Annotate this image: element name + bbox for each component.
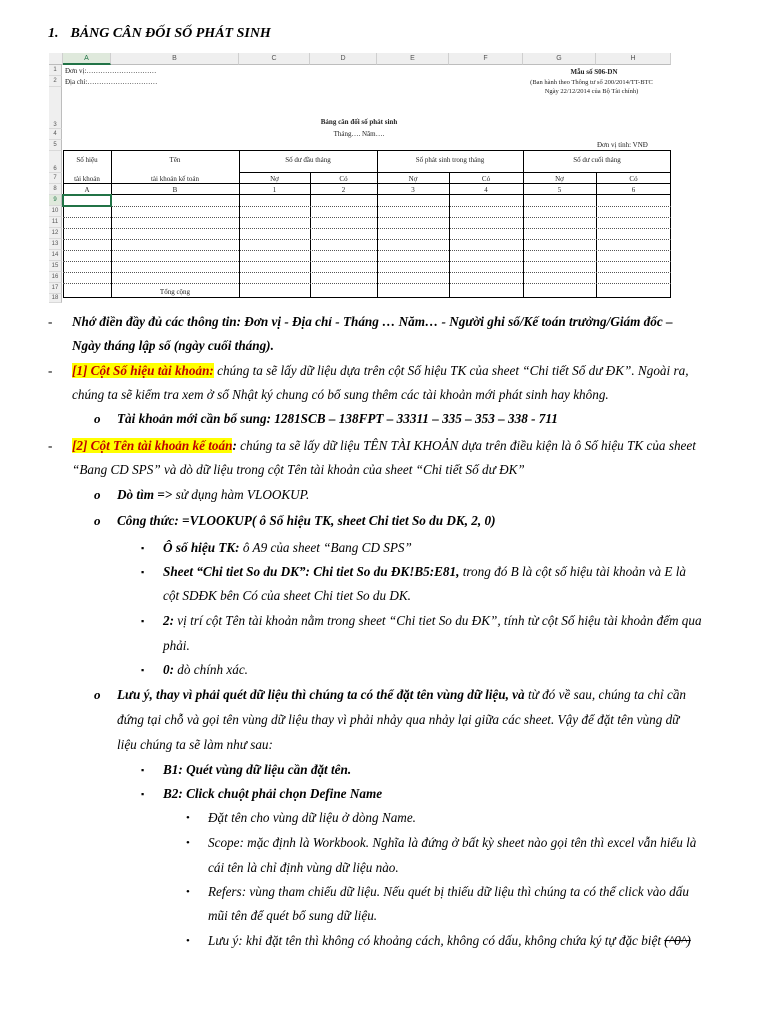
grid-line xyxy=(63,183,671,184)
grid-line xyxy=(449,172,450,298)
row-header: 6 xyxy=(49,151,62,173)
dash-marker: - xyxy=(48,438,53,453)
bullet-3-line-2: “Bang CD SPS” và dò dữ liệu trong cột Tên tài khoản của sheet “Chi tiết Số dư ĐK” xyxy=(72,462,525,477)
bullet-3-text: chúng ta sẽ lấy dữ liệu TÊN TÀI KHOẢN dựa trên điều kiện là ô Số hiệu TK của sheet xyxy=(236,438,696,453)
param-4-text: dò chính xác. xyxy=(174,662,248,677)
grid-line xyxy=(239,150,240,298)
grid-line xyxy=(596,172,597,298)
dot-marker: • xyxy=(186,812,190,824)
grid-dotted-line xyxy=(63,239,671,240)
col-header-d: D xyxy=(310,53,377,65)
row-header: 10 xyxy=(49,206,62,217)
hdr-no: Nợ xyxy=(555,175,564,183)
note-line-1 xyxy=(117,686,686,704)
bullet-1-line-1: Nhớ điền đầy đủ các thông tin: Đơn vị - Địa chỉ - Tháng … Năm… - Người ghi sổ/Kế toán trưởng/Giám đốc – xyxy=(72,314,673,329)
struck-emoticon: (^0^) xyxy=(664,933,691,948)
row-header: 18 xyxy=(49,294,62,303)
step-1-line: B1: Quét vùng dữ liệu cần đặt tên. xyxy=(163,762,352,777)
row-header: 2 xyxy=(49,76,62,87)
refers-line-2: mũi tên để quét bổ sung dữ liệu. xyxy=(208,908,378,923)
grid-dotted-line xyxy=(63,217,671,218)
mau-so-label: Mẫu số S06-DN xyxy=(570,68,618,76)
param-2-text: trong đó B là cột số hiệu tài khoản và E là xyxy=(459,564,687,579)
grid-dotted-line xyxy=(63,250,671,251)
sheet-subtitle: Tháng…. Năm…. xyxy=(333,130,385,138)
note-text: từ đó về sau, chúng ta chỉ cần xyxy=(524,687,687,702)
grid-dotted-line xyxy=(63,283,671,284)
row-header: 9 xyxy=(49,195,62,206)
grid-dotted-line xyxy=(63,261,671,262)
row-header: 5 xyxy=(49,140,62,151)
note-line-2: đứng tại chỗ và gọi tên vùng dữ liệu thay vì phải nhảy qua nhảy lại giữa các sheet. Vậy để đặt tên vùng dữ xyxy=(117,712,680,727)
lookup-label: Dò tìm => xyxy=(117,487,173,502)
param-3-text: vị trí cột Tên tài khoản nằm trong sheet “Chi tiet So du ĐK”, tính từ cột Số hiệu tài khoản đếm qua xyxy=(174,613,702,628)
param-2-line-2: cột SDĐK bên Có của sheet Chi tiet So du DK. xyxy=(163,588,411,603)
hdr-dau-thang: Số dư đầu tháng xyxy=(285,156,331,164)
hdr-ten-1: Tên xyxy=(169,156,181,164)
square-marker: ▪ xyxy=(141,665,145,675)
code-cell: 5 xyxy=(557,186,562,194)
row-header: 7 xyxy=(49,173,62,184)
param-1-text: ô A9 của sheet “Bang CD SPS” xyxy=(239,540,412,555)
row-header: 12 xyxy=(49,228,62,239)
grid-line xyxy=(111,150,112,298)
dot-marker: • xyxy=(186,837,190,849)
ban-hanh-line-2: Ngày 22/12/2014 của Bộ Tài chính) xyxy=(544,88,639,95)
grid-dotted-line xyxy=(63,228,671,229)
grid-line xyxy=(310,172,311,298)
note-line-3: liệu chúng ta sẽ làm như sau: xyxy=(117,737,273,752)
col-header-f: F xyxy=(449,53,523,65)
hdr-no: Nợ xyxy=(270,175,279,183)
grid-line xyxy=(239,172,671,173)
code-cell: 6 xyxy=(631,186,636,194)
bullet-2-line-2: chúng ta sẽ kiểm tra xem ở sổ Nhật ký chung có bổ sung thêm các tài khoản mới phát sinh hay không. xyxy=(72,387,609,402)
hdr-no: Nợ xyxy=(408,175,418,183)
square-marker: ▪ xyxy=(141,616,145,626)
param-3-line xyxy=(163,612,702,630)
code-cell: 1 xyxy=(272,186,277,194)
grid-line xyxy=(63,150,671,151)
hdr-so-hieu-1: Số hiệu xyxy=(76,156,98,164)
grid-dotted-line xyxy=(63,272,671,273)
bullet-3-line-1 xyxy=(72,437,696,455)
row-header: 13 xyxy=(49,239,62,250)
dot-marker: • xyxy=(186,886,190,898)
bullet-2-text: chúng ta sẽ lấy dữ liệu dựa trên cột Số hiệu TK của sheet “Chi tiết Số dư ĐK”. Ngoài ra, xyxy=(213,363,689,378)
param-4-label: 0: xyxy=(163,662,174,677)
param-1-label: Ô số hiệu TK: xyxy=(163,540,240,555)
bullet-1-line-2: Ngày tháng lập sổ (ngày cuối tháng). xyxy=(72,338,274,353)
col-header-c: C xyxy=(239,53,310,65)
dia-chi-label: Địa chỉ:………………………… xyxy=(65,78,158,86)
dot-marker: • xyxy=(186,935,190,947)
row-header: 3 xyxy=(49,87,62,129)
highlight-label-ten-tk: [2] Cột Tên tài khoản kế toán xyxy=(72,438,233,453)
circle-marker: o xyxy=(94,513,101,528)
step-2-line: B2: Click chuột phải chọn Define Name xyxy=(163,786,383,801)
hdr-co: Có xyxy=(481,175,491,183)
circle-marker: o xyxy=(94,687,101,702)
refers-line-1: Refers: vùng tham chiếu dữ liệu. Nếu quét bị thiếu dữ liệu thì chúng ta có thể click vào dấu xyxy=(208,884,689,899)
param-1-line xyxy=(163,539,412,557)
col-header-e: E xyxy=(377,53,449,65)
col-header-g: G xyxy=(523,53,596,65)
lookup-text: sử dụng hàm VLOOKUP. xyxy=(172,487,310,502)
grid-line xyxy=(63,150,64,298)
square-marker: ▪ xyxy=(141,765,145,775)
row-header: 15 xyxy=(49,261,62,272)
bullet-2-line-1 xyxy=(72,362,689,380)
hdr-ten-2: tài khoản kế toán xyxy=(150,175,199,183)
naming-note-text: Lưu ý: khi đặt tên thì không có khoảng cách, không có dấu, không chứa ký tự đặc biệt xyxy=(208,933,665,948)
code-cell: 3 xyxy=(411,186,415,194)
row-header: 4 xyxy=(49,129,62,140)
selected-cell-a9 xyxy=(62,194,112,207)
hdr-cuoi-thang: Số dư cuối tháng xyxy=(573,156,621,164)
param-3-label: 2: xyxy=(163,613,174,628)
col-header-a: A xyxy=(63,53,111,65)
code-cell: B xyxy=(172,186,178,194)
hdr-co: Có xyxy=(629,175,638,183)
code-cell: 2 xyxy=(341,186,346,194)
grid-line xyxy=(63,297,671,298)
col-header-h: H xyxy=(596,53,671,65)
square-marker: ▪ xyxy=(141,543,145,553)
code-cell: 4 xyxy=(484,186,488,194)
don-vi-label: Đơn vị:………………………… xyxy=(65,67,157,75)
section-heading xyxy=(48,26,271,42)
param-2-line xyxy=(163,563,686,581)
circle-marker: o xyxy=(94,411,101,426)
row-header: 8 xyxy=(49,184,62,195)
formula-line: Công thức: =VLOOKUP( ô Số hiệu TK, sheet Chi tiet So du DK, 2, 0) xyxy=(117,513,496,528)
row-header: 1 xyxy=(49,65,62,76)
spreadsheet-image xyxy=(49,53,671,303)
dash-marker: - xyxy=(48,314,53,329)
heading-number: 1. xyxy=(48,26,59,41)
grid-line xyxy=(670,150,671,298)
grid-line xyxy=(523,150,524,298)
circle-marker: o xyxy=(94,487,101,502)
tong-cong-label: Tổng cộng xyxy=(159,288,191,296)
col-header-b: B xyxy=(111,53,239,65)
grid-line xyxy=(63,194,671,195)
param-2-label: Sheet “Chi tiet So du DK”: Chi tiet So du ĐK!B5:E81, xyxy=(163,564,460,579)
row-header: 14 xyxy=(49,250,62,261)
colon: : xyxy=(232,438,237,453)
sheet-corner xyxy=(49,53,63,65)
scope-line-1: Scope: mặc định là Workbook. Nghĩa là đứng ở bất kỳ sheet nào gọi tên thì excel vẫn hiểu là xyxy=(208,835,697,850)
param-4-line xyxy=(163,661,248,679)
square-marker: ▪ xyxy=(141,789,145,799)
hdr-so-hieu-2: tài khoản xyxy=(74,175,100,183)
note-bold: Lưu ý, thay vì phải quét dữ liệu thì chúng ta có thể đặt tên vùng dữ liệu, và xyxy=(117,687,525,702)
hdr-phat-sinh: Số phát sinh trong tháng xyxy=(415,156,485,164)
highlight-label-so-hieu: [1] Cột Số hiệu tài khoản: xyxy=(72,363,214,378)
row-header: 16 xyxy=(49,272,62,283)
define-name-line: Đặt tên cho vùng dữ liệu ở dòng Name. xyxy=(208,810,416,825)
param-3-line-2: phải. xyxy=(163,638,190,653)
square-marker: ▪ xyxy=(141,567,145,577)
naming-note-line xyxy=(208,932,691,950)
sheet-title: Bảng cân đối số phát sinh xyxy=(320,118,398,126)
row-header: 17 xyxy=(49,283,62,294)
scope-line-2: cái tên là chỉ định vùng dữ liệu nào. xyxy=(208,860,399,875)
grid-dotted-line xyxy=(63,206,671,207)
new-accounts-line: Tài khoản mới cần bổ sung: 1281SCB – 138FPT – 33311 – 335 – 353 – 338 - 711 xyxy=(117,411,558,426)
ban-hanh-line-1: (Ban hành theo Thông tư số 200/2014/TT-BTC xyxy=(530,79,653,86)
heading-title: BẢNG CÂN ĐỐI SỐ PHÁT SINH xyxy=(70,26,271,41)
hdr-co: Có xyxy=(339,175,348,183)
row-header: 11 xyxy=(49,217,62,228)
lookup-line xyxy=(117,486,309,504)
dash-marker: - xyxy=(48,363,53,378)
don-vi-tinh-label: Đơn vị tính: VNĐ xyxy=(597,141,648,149)
grid-line xyxy=(377,150,378,298)
code-cell: A xyxy=(84,186,90,194)
